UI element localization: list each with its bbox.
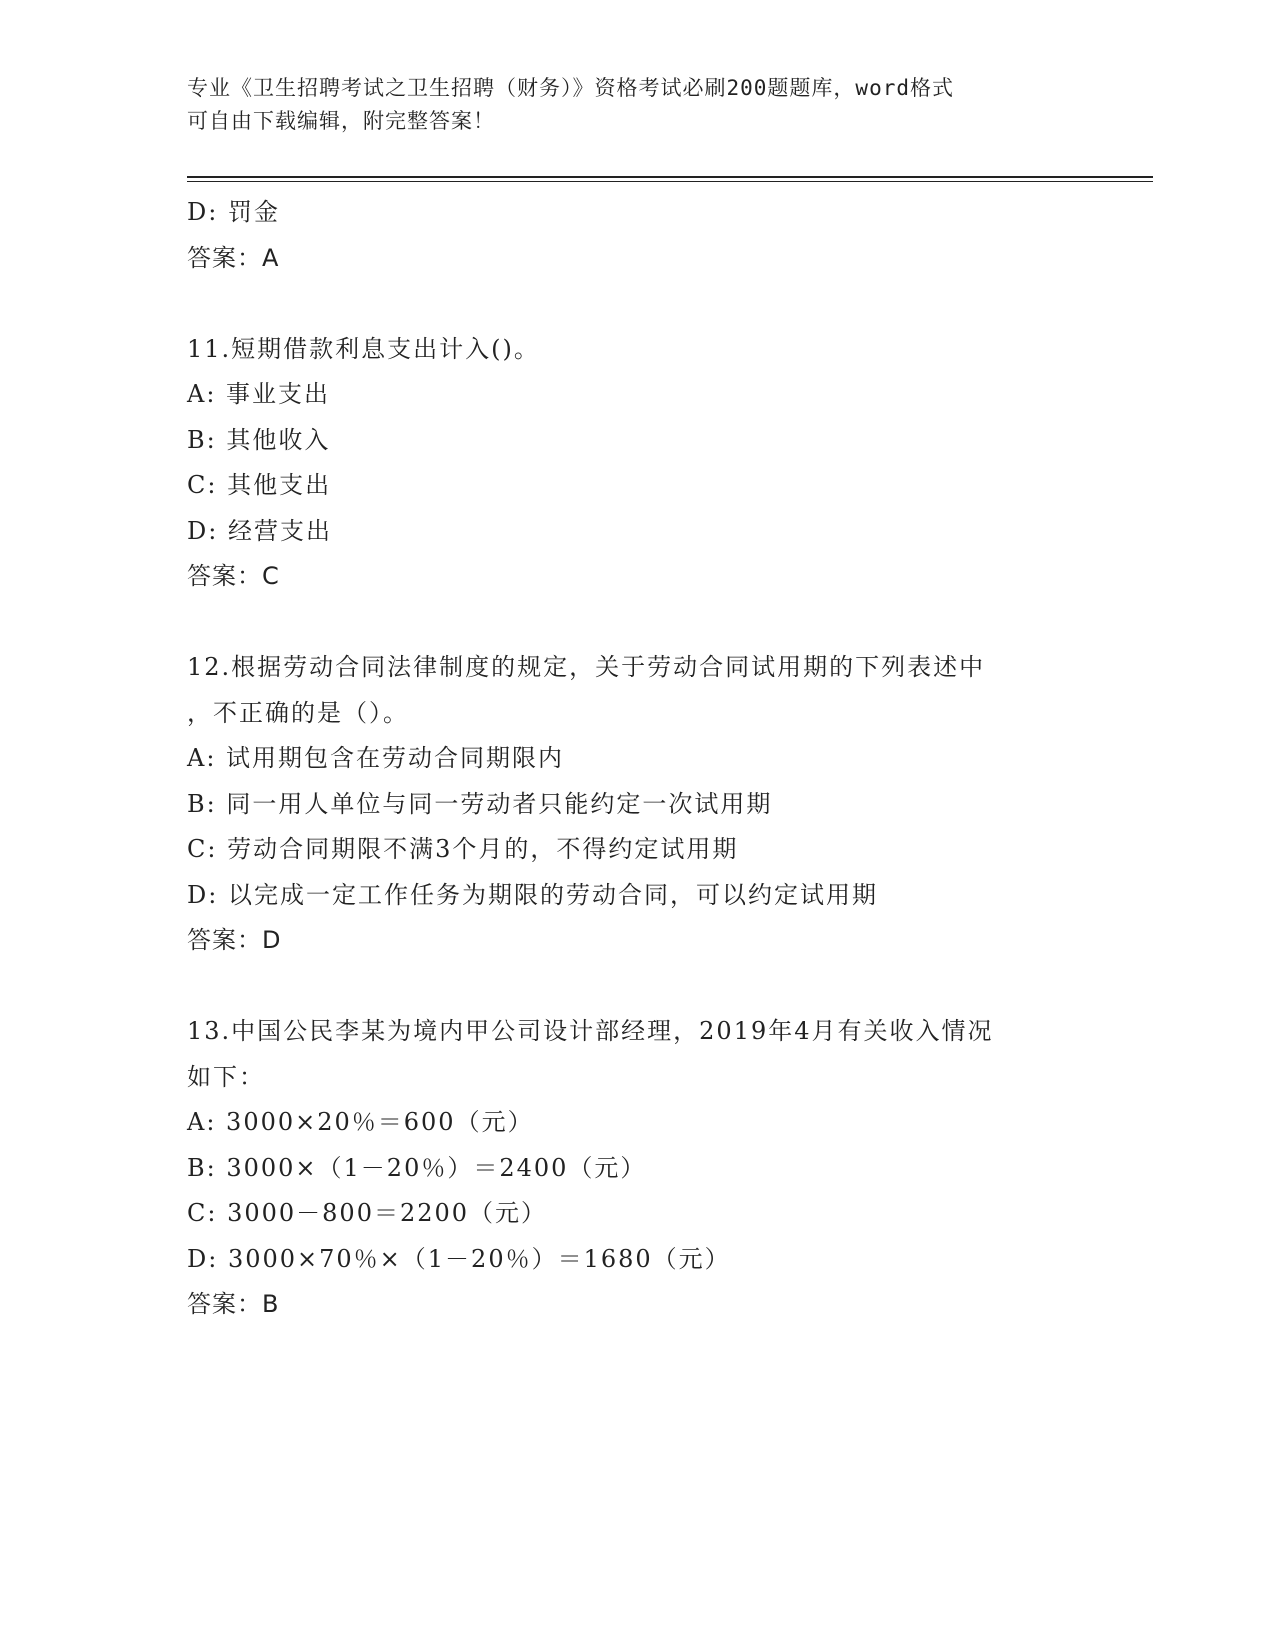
- option-c: C: 3000－800＝2200（元）: [187, 1199, 548, 1227]
- option-d: D: 罚金: [187, 198, 280, 226]
- spacer: [187, 964, 1127, 1010]
- option-a: A: 3000×20％＝600（元）: [187, 1108, 534, 1136]
- question-stem-cont: 如下：: [187, 1062, 265, 1091]
- option-d: D: 以完成一定工作任务为期限的劳动合同，可以约定试用期: [187, 880, 878, 909]
- option-b: B: 其他收入: [187, 425, 331, 454]
- answer-line: 答案：D: [187, 926, 282, 954]
- header-line-1: 专业《卫生招聘考试之卫生招聘（财务）》资格考试必刷200题题库，word格式: [187, 76, 954, 100]
- question-stem-cont: ，不正确的是（）。: [187, 698, 409, 727]
- option-c: C: 其他支出: [187, 471, 332, 499]
- option-d: D: 3000×70％×（1－20％）＝1680（元）: [187, 1244, 731, 1273]
- option-a: A: 事业支出: [187, 380, 331, 408]
- question-12: [187, 645, 1127, 964]
- spacer: [187, 281, 1127, 327]
- question-stem: 12.根据劳动合同法律制度的规定，关于劳动合同试用期的下列表述中: [187, 653, 986, 681]
- spacer: [187, 600, 1127, 646]
- previous-question-tail: [187, 190, 1127, 281]
- option-a: A: 试用期包含在劳动合同期限内: [187, 744, 565, 772]
- question-13: [187, 1009, 1127, 1328]
- answer-line: 答案：C: [187, 562, 280, 590]
- answer-line: 答案：B: [187, 1290, 280, 1318]
- header-rule-thick: [187, 176, 1153, 178]
- header-line-2: 可自由下载编辑，附完整答案！: [187, 109, 495, 133]
- option-b: B: 3000×（1－20％）＝2400（元）: [187, 1153, 647, 1182]
- question-11: [187, 327, 1127, 600]
- answer-line: 答案：A: [187, 243, 280, 272]
- option-d: D: 经营支出: [187, 516, 332, 545]
- question-stem: 11.短期借款利息支出计入()。: [187, 334, 540, 363]
- header-rule-thin: [187, 181, 1153, 182]
- option-b: B: 同一用人单位与同一劳动者只能约定一次试用期: [187, 789, 773, 818]
- document-header: [187, 72, 1067, 138]
- option-c: C: 劳动合同期限不满3个月的，不得约定试用期: [187, 835, 739, 863]
- question-content: [187, 190, 1127, 1328]
- question-stem: 13.中国公民李某为境内甲公司设计部经理，2019年4月有关收入情况: [187, 1017, 994, 1045]
